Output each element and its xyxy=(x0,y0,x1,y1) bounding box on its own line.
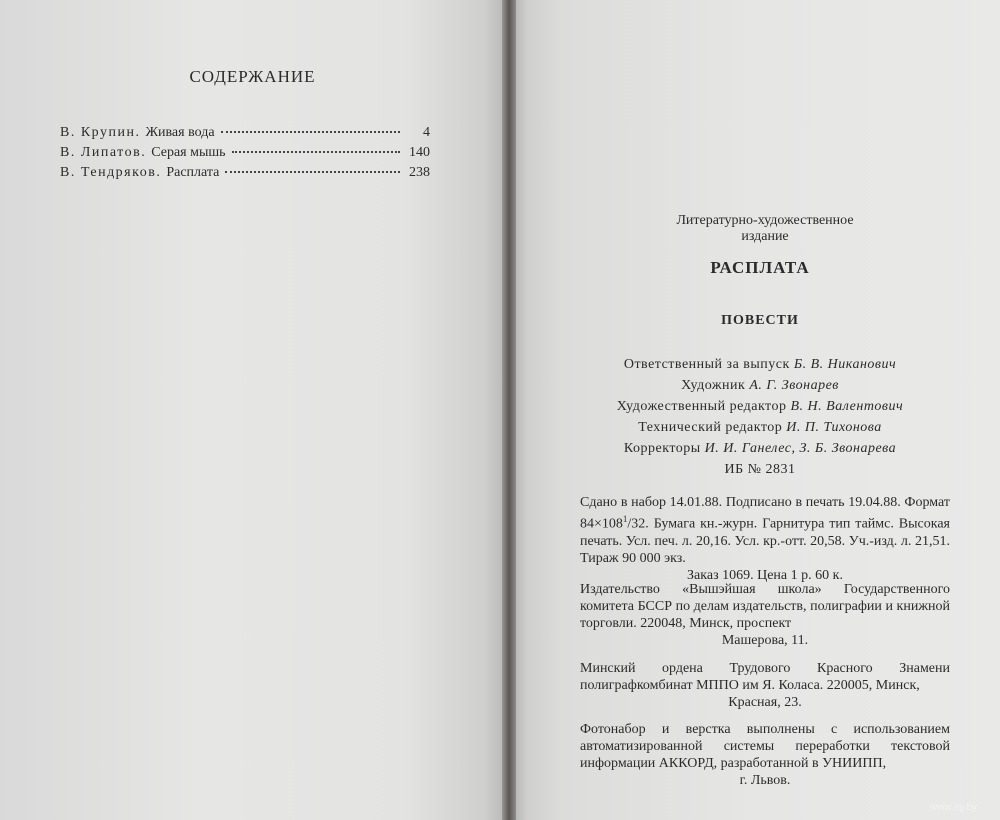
format-rest: /32. Бумага кн.-журн. Гарнитура тип таймс. Высокая печать. Усл. печ. л. 20,16. Усл. кр.-отт. 20,58. Уч.-изд. л. 21,51. Тираж 90 000 экз. xyxy=(580,516,950,566)
print-info-last-line: Заказ 1069. Цена 1 р. 60 к. xyxy=(687,567,843,583)
credit-name: И. П. Тихонова xyxy=(786,420,882,435)
toc-story-title: Расплата xyxy=(166,165,220,180)
credit-name: Б. В. Никанович xyxy=(793,357,897,372)
toc-entry xyxy=(60,165,430,185)
toc-entry xyxy=(60,145,430,165)
genre-line: издание xyxy=(741,229,789,244)
credit-role: Художник xyxy=(681,378,746,393)
print-info-line: Сдано в набор 14.01.88. Подписано в печать 19.04.88. xyxy=(580,495,901,510)
toc-story-title: Живая вода xyxy=(145,125,215,140)
toc-page-number: 238 xyxy=(409,165,430,180)
printer-text: Минский ордена Трудового Красного Знамени полиграфкомбинат МППО им Я. Коласа. 220005, Минск, xyxy=(580,661,950,693)
book-subtitle: ПОВЕСТИ xyxy=(721,313,799,328)
printer-info xyxy=(580,660,950,711)
credit-line xyxy=(560,354,960,375)
credit-line xyxy=(560,438,960,459)
genre-line: Литературно-художественное xyxy=(676,213,854,228)
credit-line xyxy=(560,375,960,396)
toc-page-number: 140 xyxy=(409,145,430,160)
credit-role: Художественный редактор xyxy=(616,399,787,414)
toc-entry xyxy=(60,125,430,145)
toc-author: В. Липатов. xyxy=(60,145,147,160)
toc-author: В. Крупин. xyxy=(60,125,141,140)
credit-name: В. Н. Валентович xyxy=(790,399,904,414)
book-gutter xyxy=(502,0,516,820)
publisher-info xyxy=(580,581,950,649)
toc-page-number: 4 xyxy=(423,125,430,140)
table-of-contents xyxy=(60,125,430,185)
credit-role: Ответственный за выпуск xyxy=(623,357,790,372)
ib-number: ИБ № 2831 xyxy=(724,462,796,477)
toc-title: СОДЕРЖАНИЕ xyxy=(189,67,316,86)
publisher-last-line: Машерова, 11. xyxy=(721,633,809,648)
credits-list xyxy=(560,354,960,459)
credit-name: А. Г. Звонарев xyxy=(749,378,839,393)
print-info xyxy=(580,494,950,584)
credit-role: Технический редактор xyxy=(638,420,783,435)
credit-role: Корректоры xyxy=(623,441,701,456)
credit-line xyxy=(560,417,960,438)
dot-leader xyxy=(232,151,400,153)
watermark: www.ay.by xyxy=(930,802,978,813)
toc-story-title: Серая мышь xyxy=(151,145,226,160)
credit-line xyxy=(560,396,960,417)
typesetting-text: Фотонабор и верстка выполнены с использованием автоматизированной системы переработки текстовой информации АККОРД, разработанной в УНИИПП, xyxy=(580,722,950,771)
printer-last-line: Красная, 23. xyxy=(728,695,802,710)
publisher-text: Издательство «Вышэйшая школа» Государственного комитета БССР по делам издательств, полиграфии и книжной торговли. 220048, Минск, проспект xyxy=(580,582,950,631)
dot-leader xyxy=(225,171,400,173)
credit-name: И. И. Ганелес, З. Б. Звонарева xyxy=(704,441,897,456)
dot-leader xyxy=(221,131,400,133)
genre-label xyxy=(650,213,880,245)
typesetting-last-line: г. Львов. xyxy=(739,773,791,788)
format-prefix: Формат 84×108 xyxy=(580,495,951,532)
book-title: РАСПЛАТА xyxy=(710,258,810,277)
toc-author: В. Тендряков. xyxy=(60,165,162,180)
typesetting-info xyxy=(580,721,950,789)
format-superscript: 1 xyxy=(622,514,628,524)
